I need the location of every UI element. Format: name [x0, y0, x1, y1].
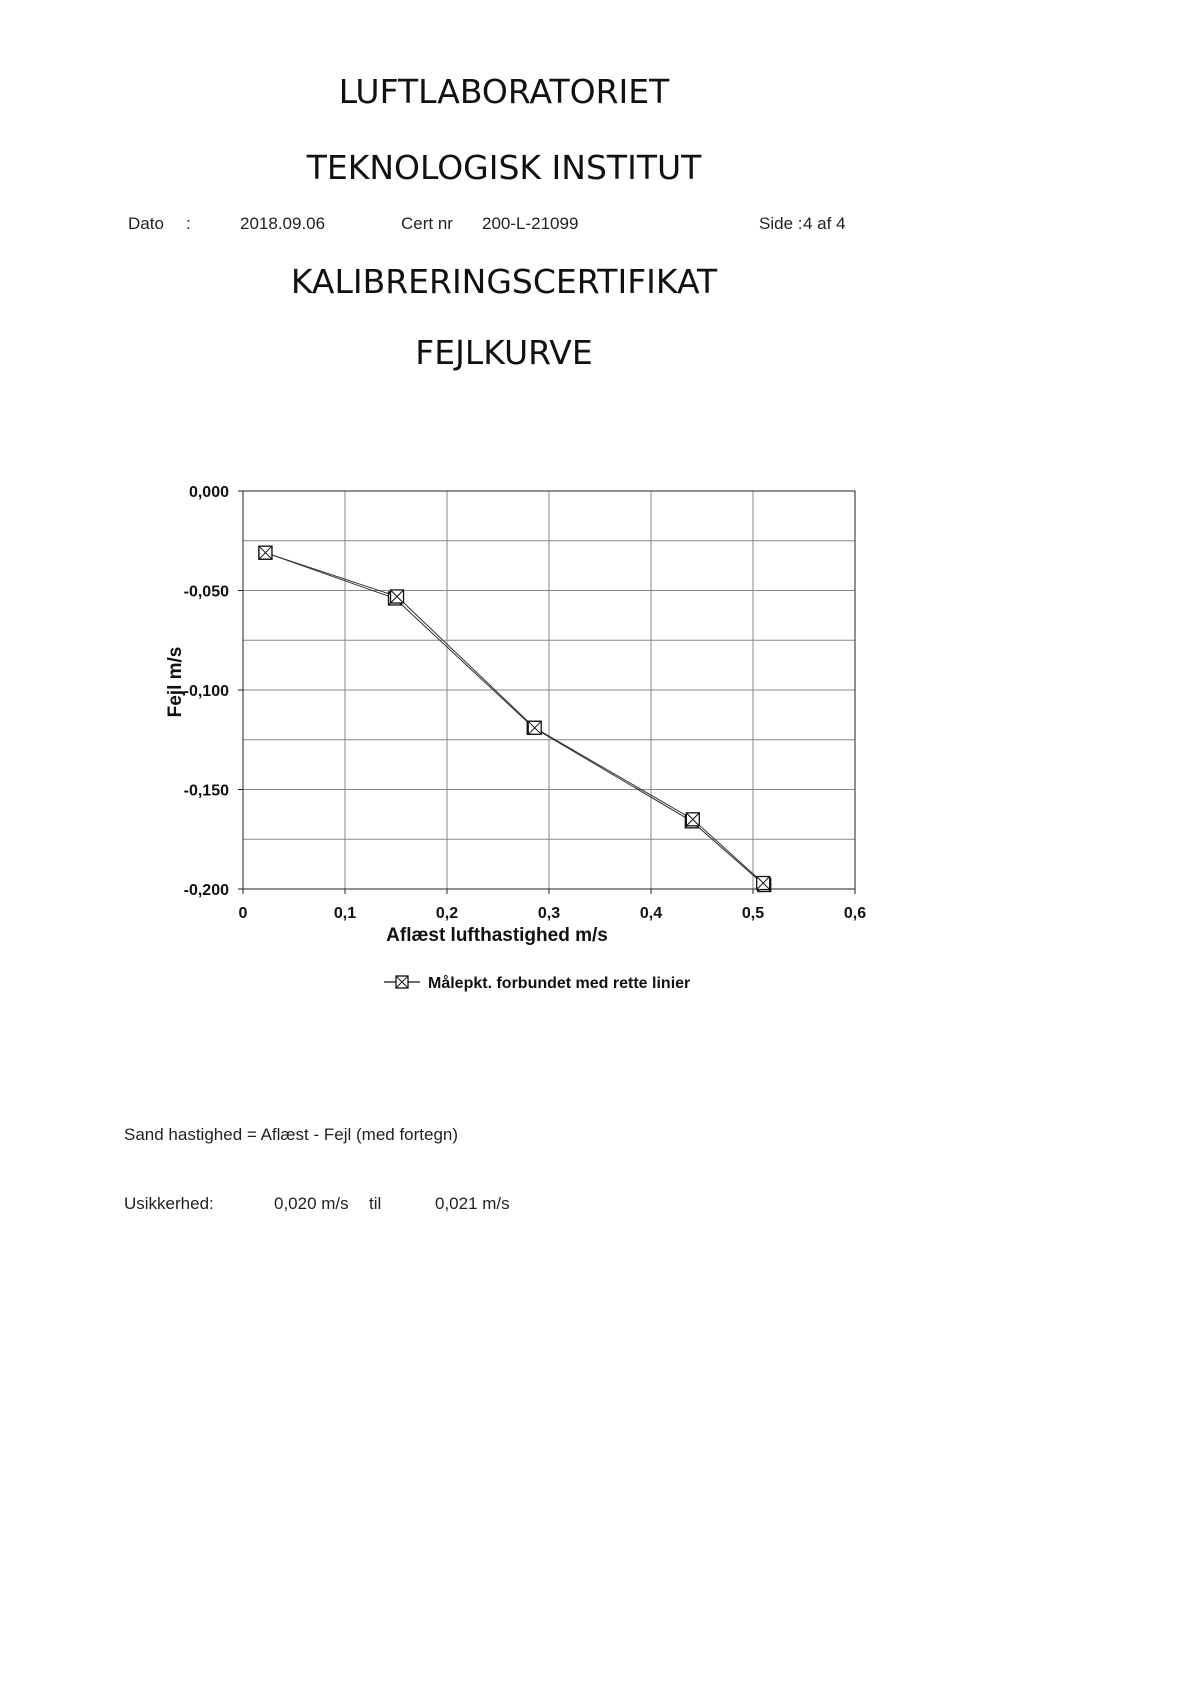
uncertainty-to: til [369, 1194, 382, 1213]
y-tick-label: -0,150 [183, 782, 229, 800]
x-tick-label: 0 [238, 905, 248, 922]
date-value: 2018.09.06 [240, 214, 326, 233]
y-tick-label: -0,050 [183, 583, 229, 601]
chart-ticks [184, 484, 867, 922]
institute-name: TEKNOLOGISK INSTITUT [306, 148, 702, 187]
page-value: 4 af 4 [803, 214, 846, 233]
y-tick-label: -0,200 [183, 882, 229, 899]
x-tick-label: 0,2 [435, 905, 459, 922]
x-tick-label: 0,4 [639, 905, 663, 922]
y-axis-label: Fejl m/s [165, 646, 186, 718]
x-tick-label: 0,3 [537, 905, 561, 922]
data-point-marker [259, 546, 272, 559]
formula-note: Sand hastighed = Aflæst - Fejl (med fortegn) [124, 1125, 459, 1144]
document-subtitle: FEJLKURVE [415, 333, 593, 372]
series-line [265, 553, 763, 883]
y-tick-label: 0,000 [188, 484, 229, 501]
series-line [265, 553, 764, 885]
x-tick-label: 0,5 [741, 905, 765, 922]
page-label: Side : [759, 214, 803, 233]
uncertainty-label: Usikkerhed: [124, 1194, 214, 1213]
data-point-marker [528, 721, 541, 734]
legend-marker-icon [396, 976, 408, 988]
chart-legend [384, 974, 690, 992]
lab-name: LUFTLABORATORIET [338, 72, 670, 111]
document-title: KALIBRERINGSCERTIFIKAT [290, 262, 718, 301]
y-tick-label: -0,100 [183, 683, 229, 700]
data-point-marker [757, 877, 770, 890]
x-tick-label: 0,1 [333, 905, 357, 922]
x-tick-label: 0,6 [843, 905, 867, 922]
cert-label: Cert nr [401, 214, 453, 233]
date-label: Dato [128, 214, 164, 233]
uncertainty-low: 0,020 m/s [274, 1194, 349, 1213]
legend-label: Målepkt. forbundet med rette linier [428, 975, 691, 992]
x-axis-label: Aflæst lufthastighed m/s [386, 925, 608, 946]
data-point-marker [686, 813, 699, 826]
cert-value: 200-L-21099 [482, 214, 579, 233]
date-colon: : [186, 214, 191, 233]
data-point-marker [391, 590, 404, 603]
chart-grid [243, 491, 855, 889]
uncertainty-high: 0,021 m/s [435, 1194, 510, 1213]
